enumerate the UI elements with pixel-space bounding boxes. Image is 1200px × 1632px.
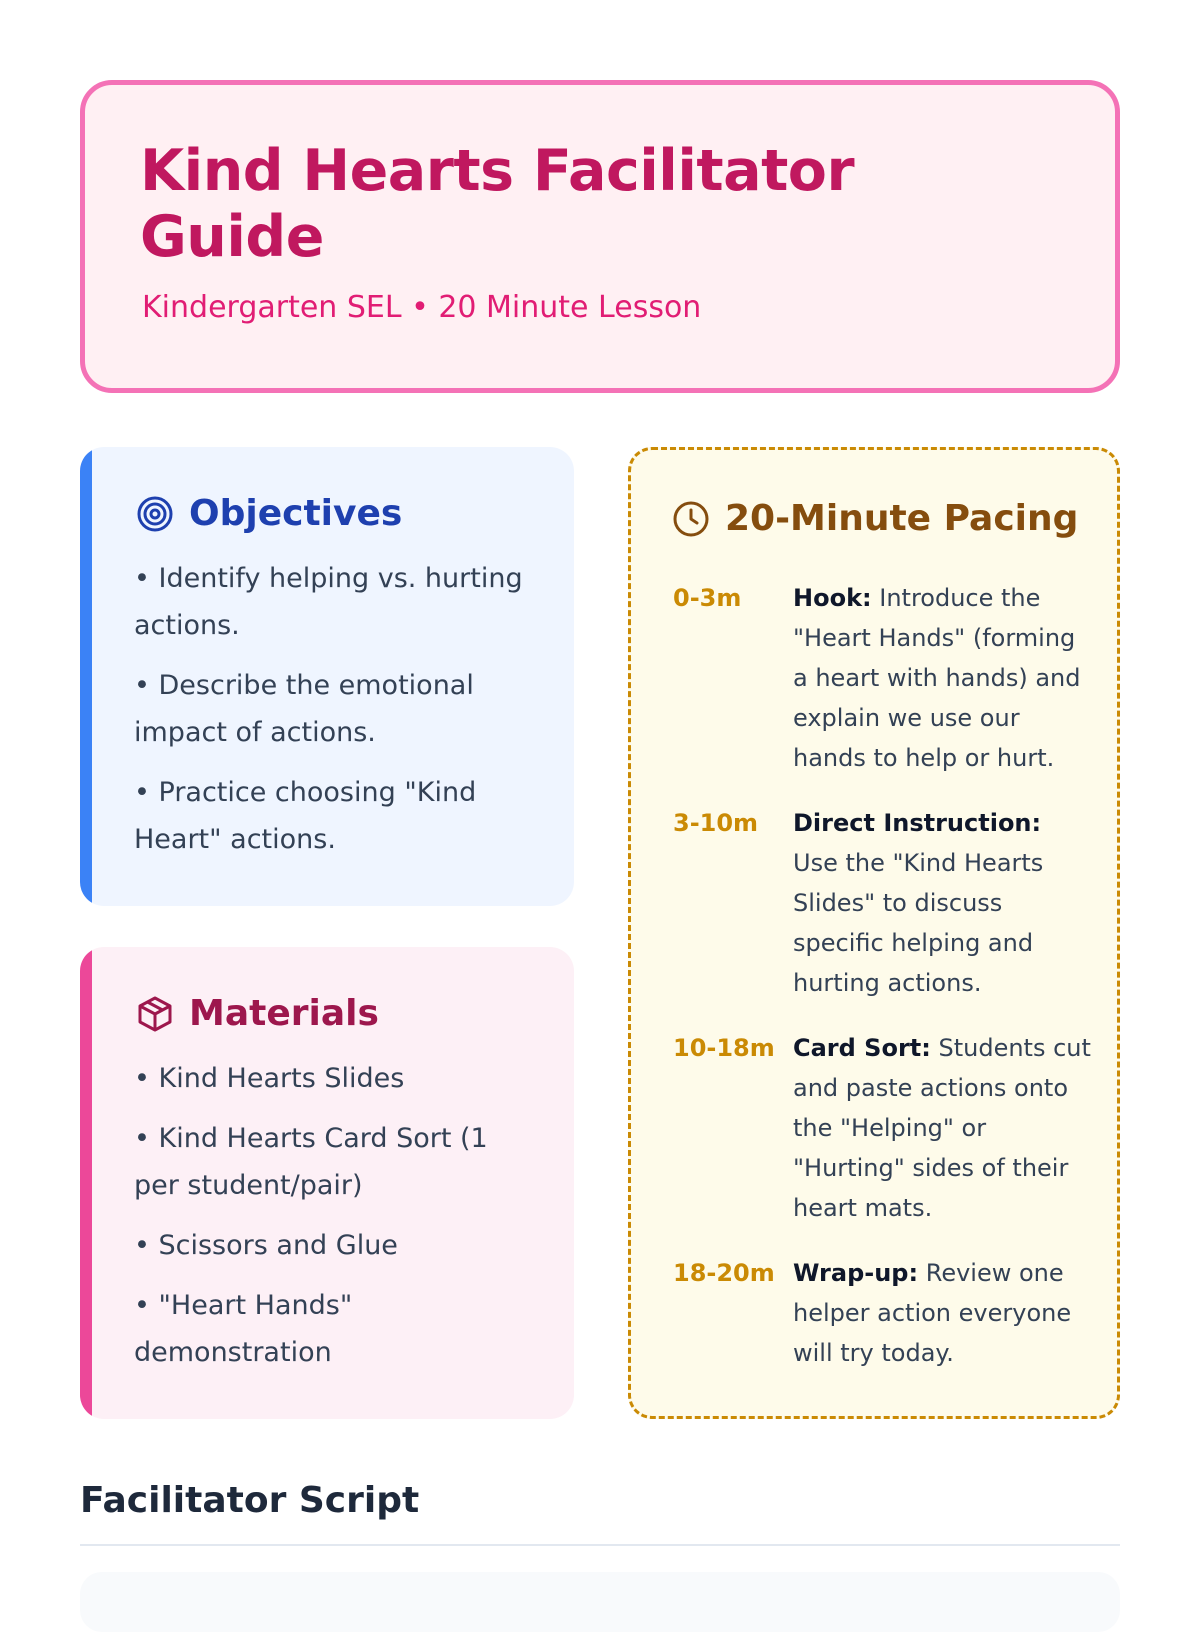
pacing-label: Direct Instruction:	[793, 809, 1042, 837]
pacing-row	[673, 1028, 1093, 1228]
material-item: • "Heart Hands" demonstration	[134, 1290, 353, 1368]
materials-accent-bar	[80, 947, 92, 1419]
pacing-time: 18-20m	[673, 1259, 775, 1287]
pacing-row	[673, 578, 1093, 778]
pacing-text: Use the "Kind Hearts Slides" to discuss specific helping and hurting actions.	[793, 849, 1044, 997]
section-divider	[80, 1544, 1120, 1546]
pacing-text: Review one helper action everyone will try today.	[793, 1259, 1072, 1367]
script-section-title: Facilitator Script	[80, 1480, 420, 1521]
objective-item: • Describe the emotional impact of actions.	[134, 670, 474, 748]
pacing-row	[673, 803, 1093, 1003]
objectives-list	[134, 555, 534, 876]
objective-item: • Practice choosing "Kind Heart" actions.	[134, 777, 477, 855]
material-item: • Scissors and Glue	[134, 1230, 398, 1261]
materials-title: Materials	[189, 993, 379, 1034]
material-item: • Kind Hearts Card Sort (1 per student/pair)	[134, 1123, 488, 1201]
materials-list	[134, 1055, 534, 1389]
header-card	[80, 80, 1120, 393]
pacing-description	[793, 1028, 1093, 1228]
pacing-text: Students cut and paste actions onto the "Helping" or "Hurting" sides of their heart mats.	[793, 1034, 1091, 1222]
pacing-card	[628, 447, 1120, 1419]
pacing-time: 3-10m	[673, 809, 759, 837]
pacing-time: 10-18m	[673, 1034, 775, 1062]
pacing-description	[793, 803, 1093, 1003]
pacing-text: Introduce the "Heart Hands" (forming a heart with hands) and explain we use our hands to help or hurt.	[793, 584, 1081, 772]
materials-card	[80, 947, 574, 1419]
materials-header	[135, 989, 379, 1039]
box-icon	[135, 994, 175, 1034]
pacing-time: 0-3m	[673, 584, 742, 612]
pacing-description	[793, 1253, 1093, 1373]
pacing-schedule	[673, 578, 1093, 1398]
page-title: Kind Hearts Facilitator Guide	[140, 138, 855, 270]
objectives-accent-bar	[80, 447, 92, 906]
pacing-header	[671, 494, 1078, 544]
pacing-label: Card Sort:	[793, 1034, 931, 1062]
objective-item: • Identify helping vs. hurting actions.	[134, 563, 523, 641]
objectives-card	[80, 447, 574, 906]
script-panel	[80, 1572, 1120, 1632]
pacing-title: 20-Minute Pacing	[725, 498, 1079, 539]
pacing-label: Wrap-up:	[793, 1259, 919, 1287]
objectives-title: Objectives	[189, 493, 403, 534]
material-item: • Kind Hearts Slides	[134, 1063, 405, 1094]
pacing-description	[793, 578, 1093, 778]
pacing-row	[673, 1253, 1093, 1373]
pacing-label: Hook:	[793, 584, 872, 612]
target-icon	[135, 494, 175, 534]
clock-icon	[671, 499, 711, 539]
page-subtitle: Kindergarten SEL • 20 Minute Lesson	[142, 290, 702, 325]
objectives-header	[135, 489, 402, 539]
